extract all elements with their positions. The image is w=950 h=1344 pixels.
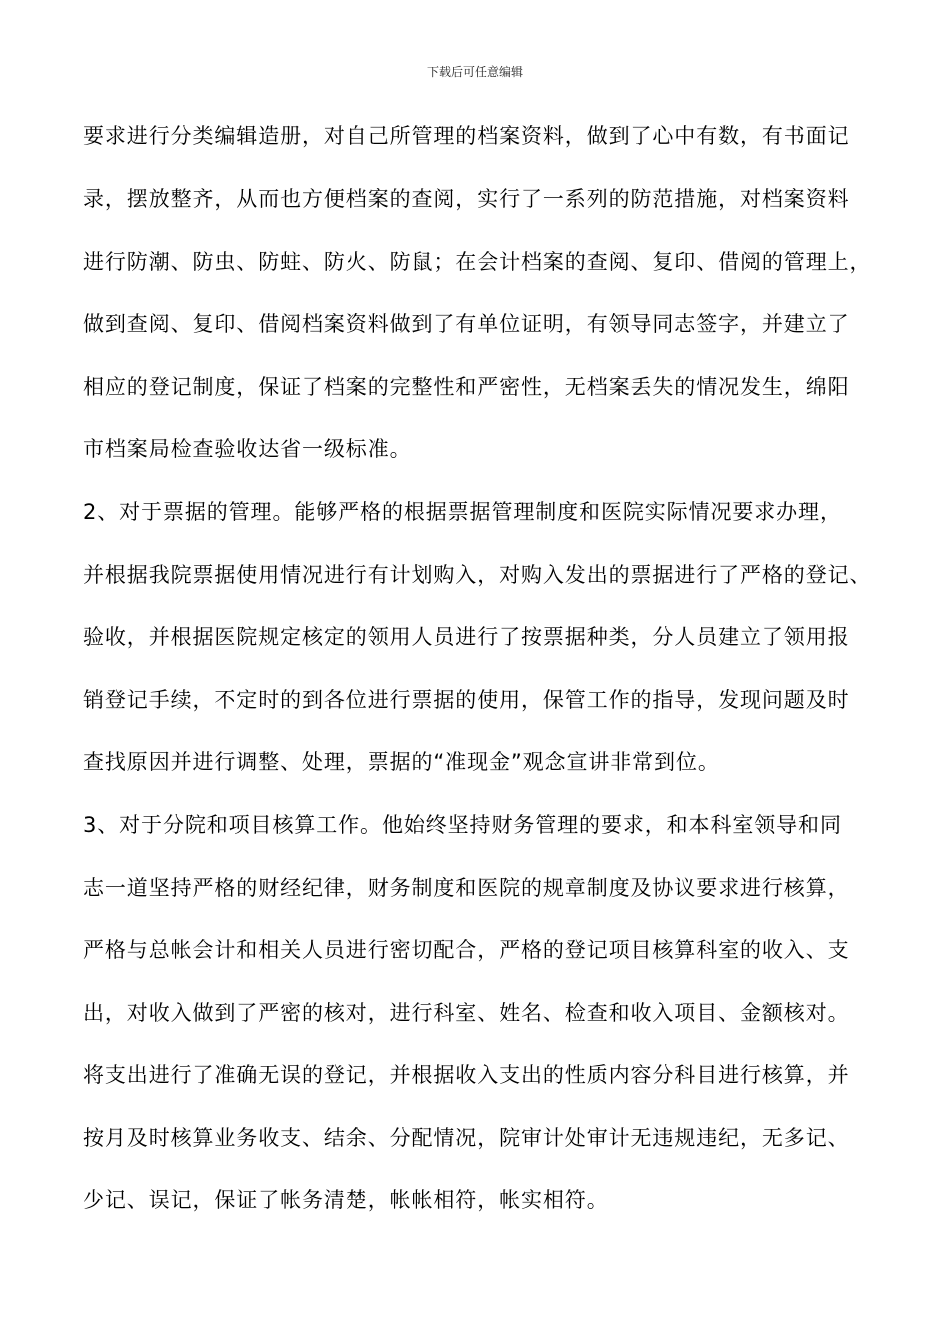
page-header: 下载后可任意编辑 — [426, 65, 523, 79]
text-line: 2、对于票据的管理。能够严格的根据票据管理制度和医院实际情况要求办理， — [83, 500, 842, 524]
text-line: 做到查阅、复印、借阅档案资料做到了有单位证明，有领导同志签字，并建立了 — [83, 312, 850, 336]
text-line: 按月及时核算业务收支、结余、分配情况，院审计处审计无违规违纪，无多记、 — [83, 1126, 850, 1150]
text-line: 出，对收入做到了严密的核对，进行科室、姓名、检查和收入项目、金额核对。 — [83, 1001, 850, 1025]
text-line: 验收，并根据医院规定核定的领用人员进行了按票据种类，分人员建立了领用报 — [83, 625, 850, 649]
text-line: 相应的登记制度，保证了档案的完整性和严密性，无档案丢失的情况发生，绵阳 — [83, 375, 850, 399]
text-line: 查找原因并进行调整、处理，票据的“准现金”观念宣讲非常到位。 — [83, 750, 720, 774]
text-line: 市档案局检查验收达省一级标准。 — [83, 437, 412, 461]
text-line: 进行防潮、防虫、防蛀、防火、防鼠；在会计档案的查阅、复印、借阅的管理上， — [83, 250, 872, 274]
text-line: 并根据我院票据使用情况进行有计划购入，对购入发出的票据进行了严格的登记、 — [83, 563, 872, 587]
text-line: 3、对于分院和项目核算工作。他始终坚持财务管理的要求，和本科室领导和同 — [83, 813, 842, 837]
text-line: 销登记手续，不定时的到各位进行票据的使用，保管工作的指导，发现问题及时 — [83, 688, 850, 712]
text-line: 将支出进行了准确无误的登记，并根据收入支出的性质内容分科目进行核算，并 — [83, 1063, 850, 1087]
text-line: 严格与总帐会计和相关人员进行密切配合，严格的登记项目核算科室的收入、支 — [83, 938, 850, 962]
text-line: 志一道坚持严格的财经纪律，财务制度和医院的规章制度及协议要求进行核算， — [83, 876, 850, 900]
text-line: 要求进行分类编辑造册，对自己所管理的档案资料，做到了心中有数，有书面记 — [83, 124, 850, 148]
text-line: 录，摆放整齐，从而也方便档案的查阅，实行了一系列的防范措施，对档案资料 — [83, 187, 850, 211]
text-line: 少记、误记，保证了帐务清楚，帐帐相符，帐实相符。 — [83, 1188, 609, 1212]
